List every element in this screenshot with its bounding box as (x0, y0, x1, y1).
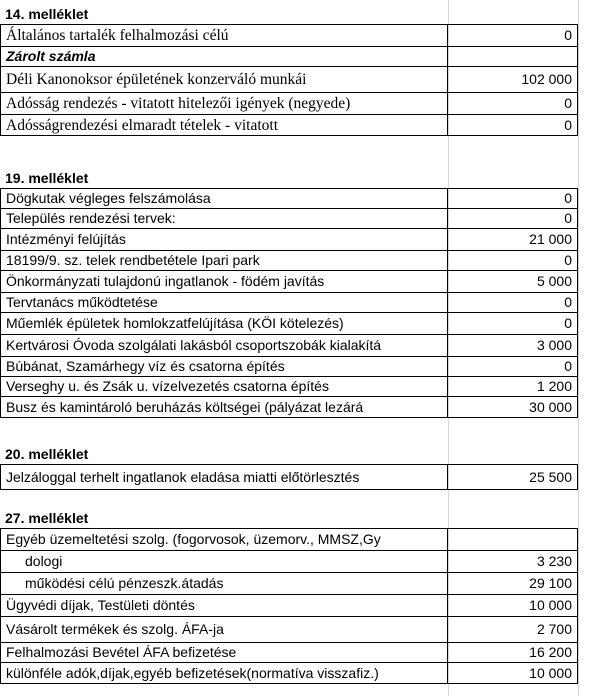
row-value[interactable]: 10 000 (448, 662, 578, 684)
row-label[interactable]: Általános tartalék felhalmozási célú (0, 24, 448, 46)
table-row (0, 396, 600, 418)
row-label[interactable]: Verseghy u. és Zsák u. vízelvezetés csatorna építés (0, 376, 448, 396)
table-row (0, 208, 600, 228)
row-value[interactable] (448, 528, 578, 550)
row-label[interactable]: Dögkutak végleges felszámolása (0, 188, 448, 208)
row-label[interactable]: Kertvárosi Óvoda szolgálati lakásból csoportszobák kialakítá (0, 334, 448, 356)
section-title-row (0, 4, 600, 24)
table-row (0, 616, 600, 642)
row-label[interactable]: Ügyvédi díjak, Testületi döntés (0, 594, 448, 616)
table-row (0, 356, 600, 376)
section-title-row (0, 444, 600, 464)
table-row (0, 594, 600, 616)
section-title[interactable]: 27. melléklet (5, 510, 89, 526)
row-value[interactable]: 25 500 (448, 464, 578, 490)
row-value[interactable] (448, 46, 578, 66)
row-value[interactable]: 10 000 (448, 594, 578, 616)
table-row (0, 572, 600, 594)
row-value[interactable]: 0 (448, 208, 578, 228)
table-row (0, 550, 600, 572)
row-label[interactable]: Vásárolt termékek és szolg. ÁFA-ja (0, 616, 448, 642)
row-value[interactable]: 29 100 (448, 572, 578, 594)
table-row (0, 24, 600, 46)
row-label[interactable]: Adósságrendezési elmaradt tételek - vitatott (0, 114, 448, 136)
row-value[interactable]: 3 000 (448, 334, 578, 356)
row-label[interactable]: 18199/9. sz. telek rendbetétele Ipari park (0, 250, 448, 270)
row-label[interactable]: Déli Kanonoksor épületének konzerváló munkái (0, 66, 448, 92)
row-label[interactable]: Műemlék épületek homlokzatfelújítása (KÖI kötelezés) (0, 312, 448, 334)
row-label[interactable]: Búbánat, Szamárhegy víz és csatorna építés (0, 356, 448, 376)
row-value[interactable]: 3 230 (448, 550, 578, 572)
row-value[interactable]: 0 (448, 92, 578, 114)
table-row (0, 642, 600, 662)
row-label[interactable]: dologi (0, 550, 448, 572)
row-value[interactable]: 0 (448, 24, 578, 46)
table-row (0, 188, 600, 208)
table-row (0, 228, 600, 250)
row-label[interactable]: Adósság rendezés - vitatott hitelezői igények (negyede) (0, 92, 448, 114)
row-value[interactable]: 0 (448, 312, 578, 334)
row-label[interactable]: Intézményi felújítás (0, 228, 448, 250)
section-title[interactable]: 14. melléklet (5, 6, 89, 22)
table-row (0, 528, 600, 550)
table-row (0, 464, 600, 490)
section-title[interactable]: 19. melléklet (5, 170, 89, 186)
table-row (0, 312, 600, 334)
table-row (0, 662, 600, 684)
row-value[interactable]: 0 (448, 292, 578, 312)
section-title-row (0, 508, 600, 528)
row-label[interactable]: működési célú pénzeszk.átadás (0, 572, 448, 594)
row-label[interactable]: Egyéb üzemeltetési szolg. (fogorvosok, üzemorv., MMSZ,Gy (0, 528, 448, 550)
row-label[interactable]: Település rendezési tervek: (0, 208, 448, 228)
row-label[interactable]: Busz és kamintároló beruházás költségei (pályázat lezárá (0, 396, 448, 418)
row-label[interactable]: különféle adók,díjak,egyéb befizetések(normatíva visszafiz.) (0, 662, 448, 684)
row-value[interactable]: 30 000 (448, 396, 578, 418)
table-row (0, 376, 600, 396)
row-label[interactable]: Jelzáloggal terhelt ingatlanok eladása miatti előtörlesztés (0, 464, 448, 490)
row-value[interactable]: 5 000 (448, 270, 578, 292)
table-row (0, 334, 600, 356)
table-row (0, 250, 600, 270)
row-label[interactable]: Felhalmozási Bevétel ÁFA befizetése (0, 642, 448, 662)
table-row (0, 92, 600, 114)
row-label[interactable]: Zárolt számla (0, 46, 448, 66)
row-value[interactable]: 0 (448, 114, 578, 136)
section-title-row (0, 168, 600, 188)
row-value[interactable]: 0 (448, 356, 578, 376)
row-value[interactable]: 1 200 (448, 376, 578, 396)
row-value[interactable]: 102 000 (448, 66, 578, 92)
table-row (0, 66, 600, 92)
row-value[interactable]: 16 200 (448, 642, 578, 662)
row-value[interactable]: 21 000 (448, 228, 578, 250)
row-label[interactable]: Tervtanács működtetése (0, 292, 448, 312)
row-value[interactable]: 0 (448, 250, 578, 270)
row-label[interactable]: Önkormányzati tulajdonú ingatlanok - födém javítás (0, 270, 448, 292)
row-value[interactable]: 0 (448, 188, 578, 208)
table-row (0, 114, 600, 136)
table-row (0, 292, 600, 312)
table-row (0, 270, 600, 292)
row-value[interactable]: 2 700 (448, 616, 578, 642)
table-row (0, 46, 600, 66)
section-title[interactable]: 20. melléklet (5, 446, 89, 462)
